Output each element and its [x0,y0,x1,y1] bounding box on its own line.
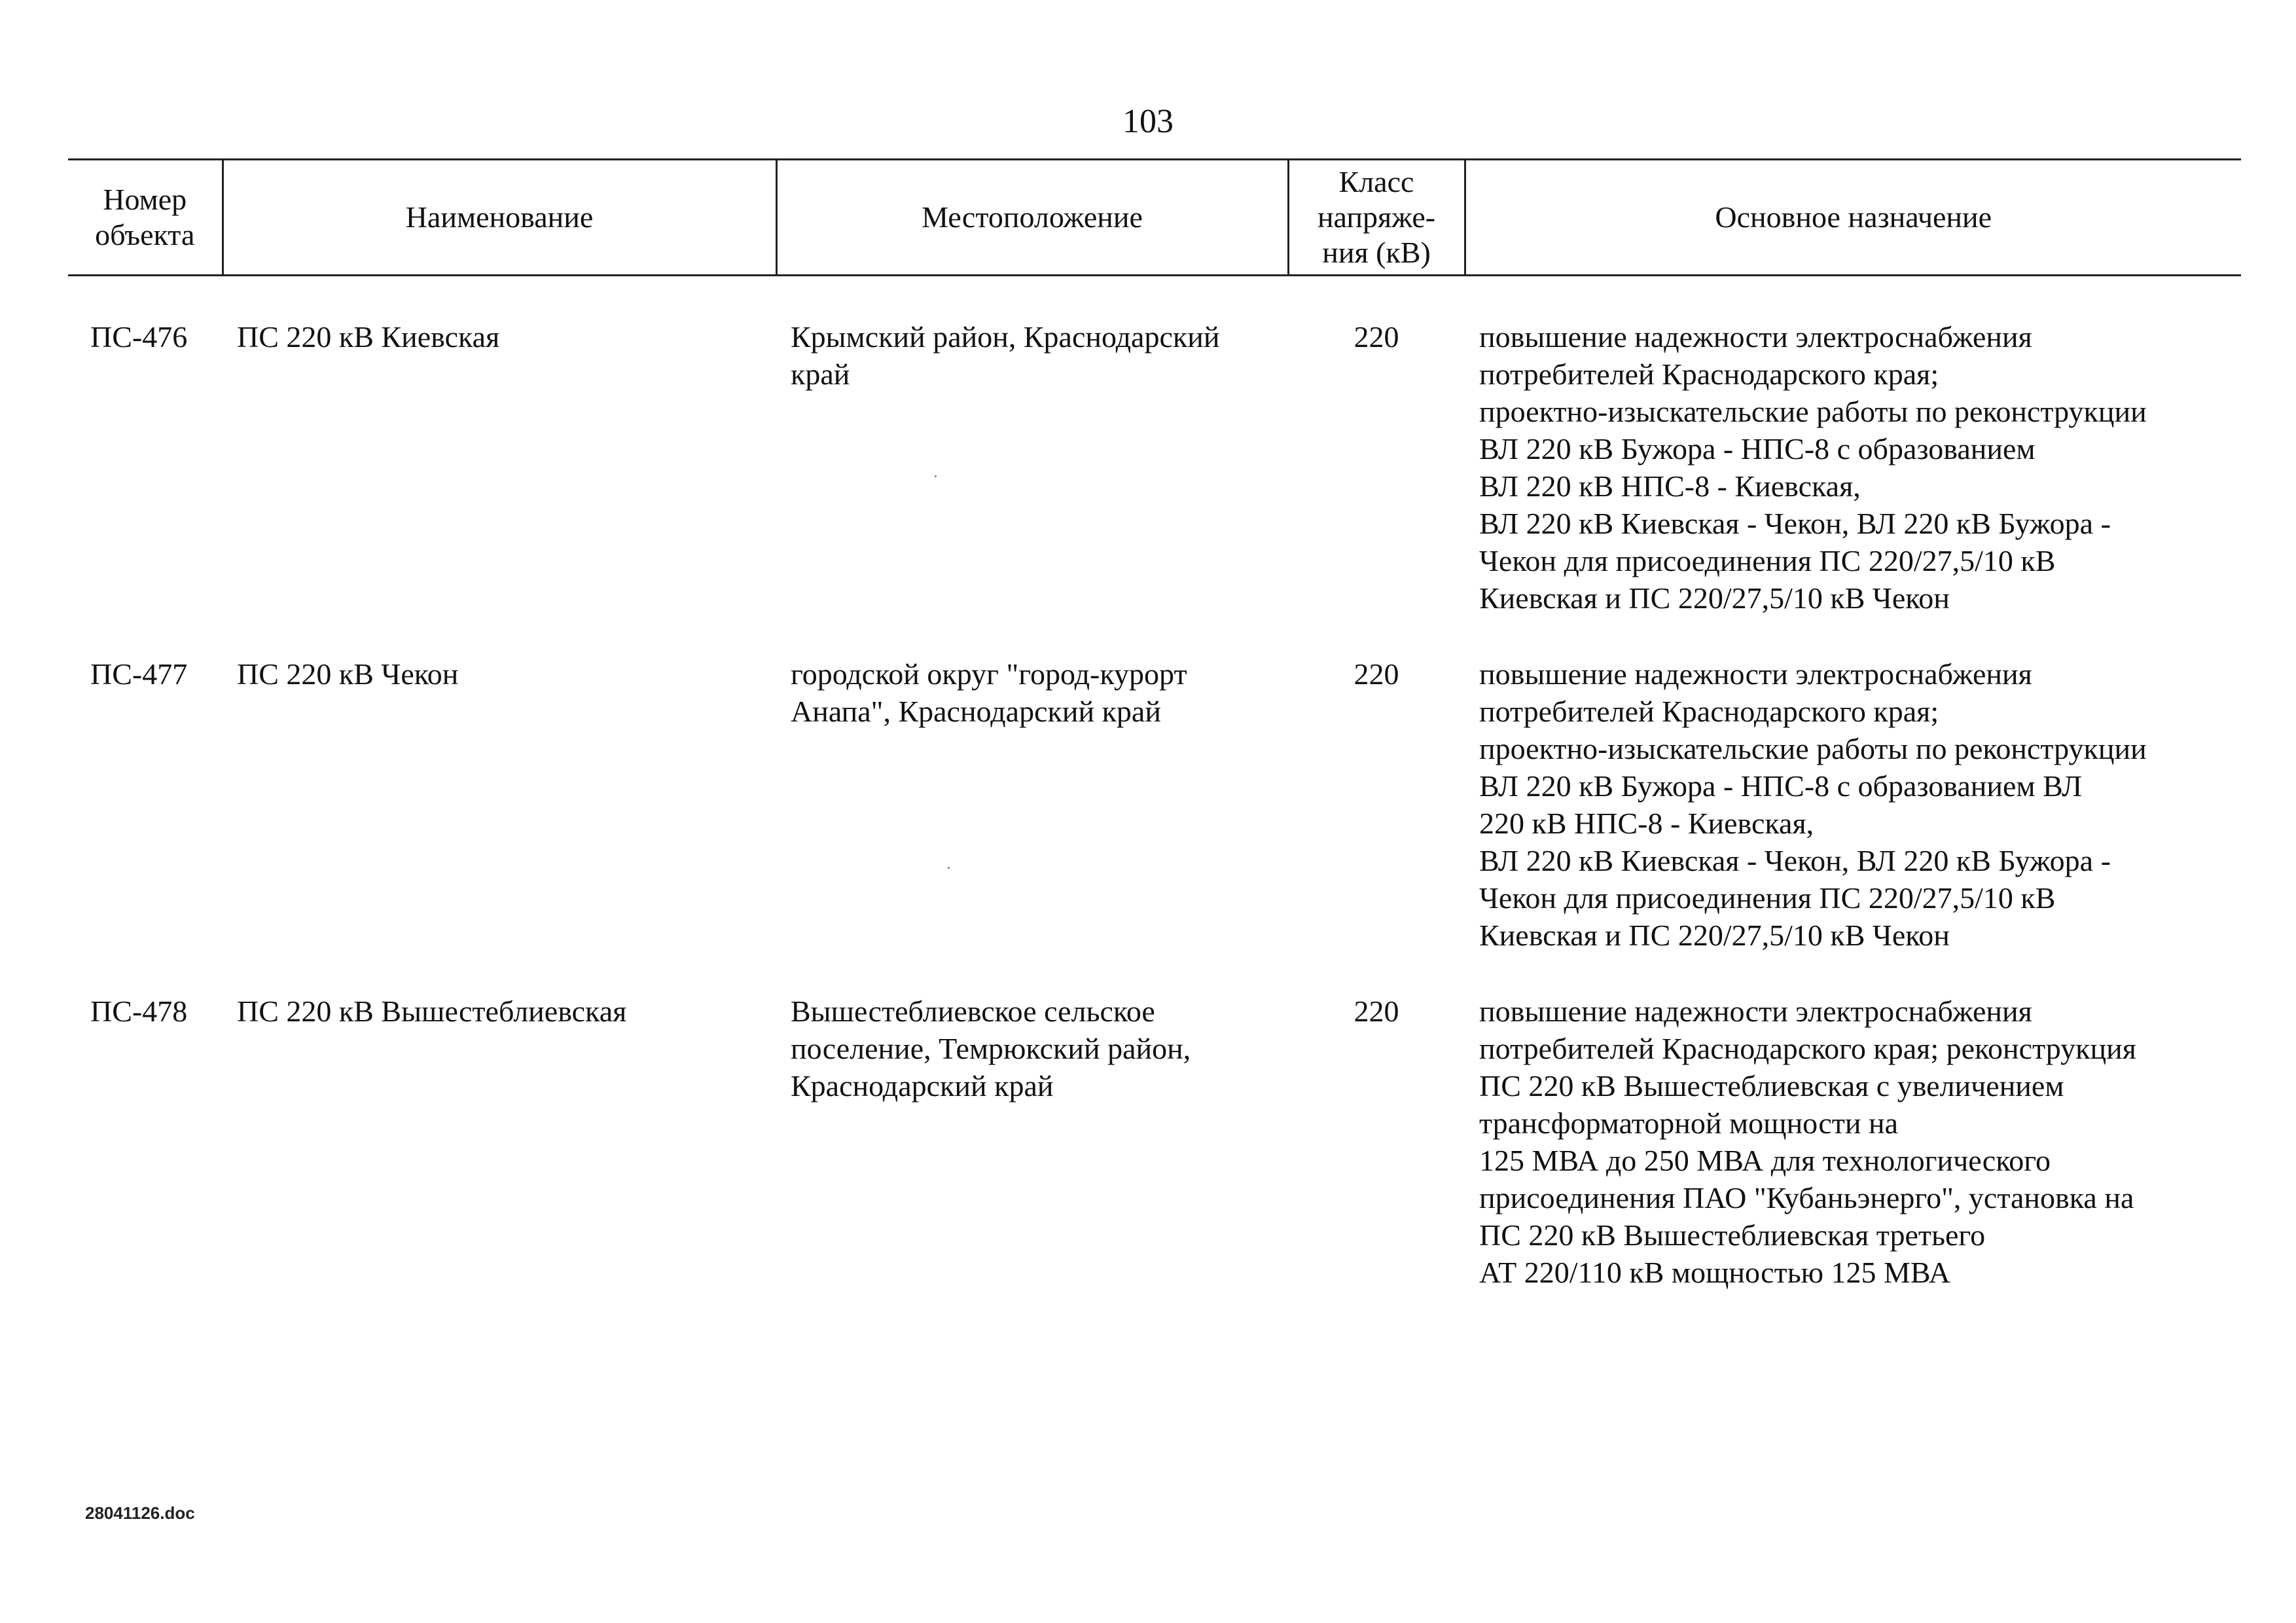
object-number: ПС-478 [90,994,188,1028]
purpose-line: ВЛ 220 кВ Киевская - Чекон, ВЛ 220 кВ Бужора - [1479,844,2111,877]
location-line: Краснодарский край [791,1069,1054,1103]
purpose-line: повышение надежности электроснабжения [1479,657,2032,691]
purpose-line: ВЛ 220 кВ Киевская - Чекон, ВЛ 220 кВ Бужора - [1479,507,2111,540]
purpose-line: трансформаторной мощности на [1479,1106,1899,1140]
location-line: Анапа", Краснодарский край [791,695,1161,728]
purpose-line: ВЛ 220 кВ НПС-8 - Киевская, [1479,469,1861,503]
purpose-line: проектно-изыскательские работы по реконструкции [1479,732,2147,765]
purpose-line: ВЛ 220 кВ Бужора - НПС-8 с образованием [1479,432,2036,465]
header-number [68,160,223,276]
location-line: поселение, Темрюкский район, [791,1032,1191,1065]
table-header-row [68,160,2241,276]
object-voltage: 220 [1354,994,1399,1028]
object-purpose [1465,655,2241,954]
purpose-line: Чекон для присоединения ПС 220/27,5/10 кВ [1479,881,2056,915]
row-spacer [68,954,2241,993]
scan-speck [948,867,950,869]
object-name: ПС 220 кВ Чекон [237,657,459,691]
object-location [776,276,1288,617]
location-line: Крымский район, Краснодарский [791,320,1220,354]
purpose-line: повышение надежности электроснабжения [1479,320,2032,354]
header-number-line: Номер [103,183,187,216]
purpose-line: повышение надежности электроснабжения [1479,994,2032,1028]
object-number: ПС-476 [90,320,188,354]
purpose-line: АТ 220/110 кВ мощностью 125 МВА [1479,1256,1950,1289]
purpose-line: ПС 220 кВ Вышестеблиевская с увеличением [1479,1069,2064,1103]
header-voltage-line: ния (кВ) [1322,236,1431,269]
scan-speck [935,475,937,477]
header-voltage-line: Класс [1338,165,1414,198]
location-line: край [791,357,850,391]
table-row [68,655,2241,954]
object-location [776,993,1288,1291]
purpose-line: 125 МВА до 250 МВА для технологического [1479,1144,2051,1177]
header-location: Местоположение [776,160,1288,276]
purpose-line: Чекон для присоединения ПС 220/27,5/10 кВ [1479,544,2056,577]
purpose-line: Киевская и ПС 220/27,5/10 кВ Чекон [1479,581,1950,615]
location-line: городской округ "город-курорт [791,657,1187,691]
object-name: ПС 220 кВ Вышестеблиевская [237,994,627,1028]
object-purpose [1465,993,2241,1291]
table-row [68,276,2241,617]
location-line: Вышестеблиевское сельское [791,994,1155,1028]
table-row [68,993,2241,1291]
page-number: 103 [1122,103,1174,140]
object-location [776,655,1288,954]
object-purpose [1465,276,2241,617]
row-spacer [68,617,2241,655]
header-name: Наименование [223,160,776,276]
purpose-line: Киевская и ПС 220/27,5/10 кВ Чекон [1479,919,1950,952]
header-purpose: Основное назначение [1465,160,2241,276]
purpose-line: 220 кВ НПС-8 - Киевская, [1479,807,1814,840]
purpose-line: ВЛ 220 кВ Бужора - НПС-8 с образованием ВЛ [1479,769,2083,803]
purpose-line: потребителей Краснодарского края; [1479,357,1939,391]
object-number: ПС-477 [90,657,188,691]
object-voltage: 220 [1354,657,1399,691]
header-voltage-line: напряже- [1317,200,1436,234]
purpose-line: потребителей Краснодарского края; [1479,695,1939,728]
header-number-line: объекта [95,218,195,251]
purpose-line: потребителей Краснодарского края; реконструкция [1479,1032,2136,1065]
object-name: ПС 220 кВ Киевская [237,320,500,354]
header-voltage [1288,160,1465,276]
object-voltage: 220 [1354,320,1399,354]
objects-table [68,158,2241,1291]
purpose-line: ПС 220 кВ Вышестеблиевская третьего [1479,1218,1986,1252]
purpose-line: присоединения ПАО "Кубаньэнерго", установка на [1479,1181,2134,1214]
purpose-line: проектно-изыскательские работы по реконструкции [1479,395,2147,428]
document-filename: 28041126.doc [85,1503,195,1523]
